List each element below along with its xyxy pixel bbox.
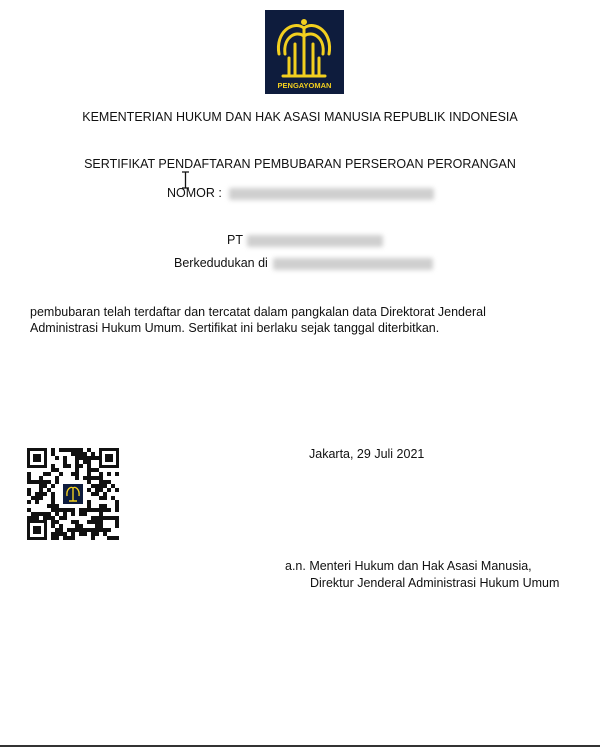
signatory-line-2: Direktur Jenderal Administrasi Hukum Umum	[310, 576, 560, 590]
ministry-heading: KEMENTERIAN HUKUM DAN HAK ASASI MANUSIA REPUBLIK INDONESIA	[82, 110, 518, 124]
qr-code	[27, 448, 119, 540]
number-label: NOMOR :	[167, 186, 222, 200]
signatory-line-1: a.n. Menteri Hukum dan Hak Asasi Manusia,	[285, 559, 532, 573]
pengayoman-emblem-icon	[265, 10, 344, 94]
domicile-row	[174, 256, 433, 270]
certificate-title: SERTIFIKAT PENDAFTARAN PEMBUBARAN PERSEROAN PERORANGAN	[84, 157, 516, 171]
place-date: Jakarta, 29 Juli 2021	[309, 447, 425, 461]
pengayoman-logo	[265, 10, 344, 94]
paragraph-line-1: pembubaran telah terdaftar dan tercatat dalam pangkalan data Direktorat Jenderal	[30, 305, 486, 319]
company-prefix: PT	[227, 233, 243, 247]
redacted-domicile	[273, 258, 433, 270]
redacted-number	[229, 188, 434, 200]
domicile-label: Berkedudukan di	[174, 256, 268, 270]
body-paragraph	[30, 304, 486, 336]
logo-caption: PENGAYOMAN	[277, 81, 332, 90]
redacted-company-name	[247, 235, 383, 247]
paragraph-line-2: Administrasi Hukum Umum. Sertifikat ini berlaku sejak tanggal diterbitkan.	[30, 321, 440, 335]
certificate-number-row	[167, 186, 434, 200]
company-name-row	[227, 233, 383, 247]
